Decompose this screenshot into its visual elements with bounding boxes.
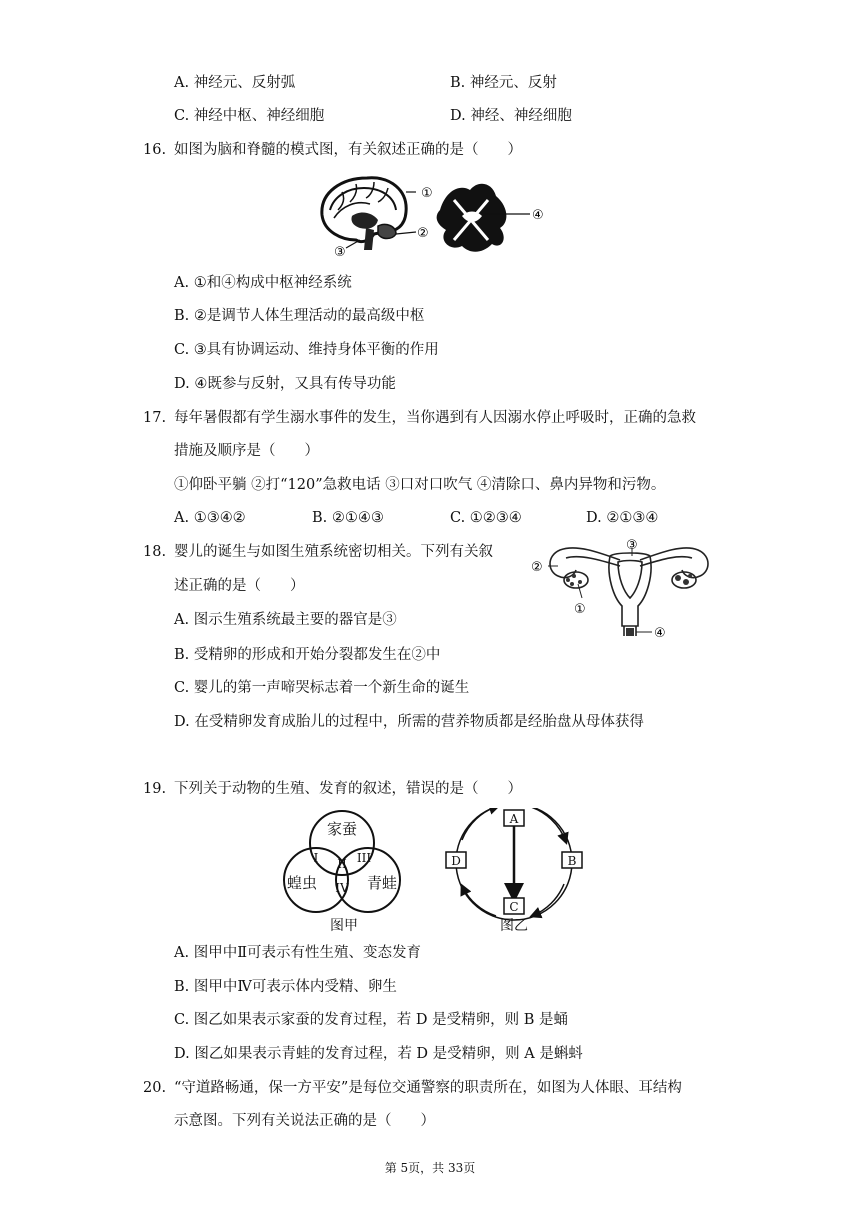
q18-stem-line1: 婴儿的诞生与如图生殖系统密切相关。下列有关叙	[174, 544, 493, 560]
venn-label-silkworm: 家蚕	[326, 820, 358, 838]
q19-option-d: D. 图乙如果表示青蛙的发育过程，若 D 是受精卵，则 A 是蝌蚪	[174, 1046, 583, 1062]
cycle-node-a: A	[509, 812, 519, 826]
reproductive-label-2: ②	[531, 560, 543, 575]
reproductive-drawing	[550, 548, 708, 636]
q20-stem-line2: 示意图。下列有关说法正确的是（ ）	[174, 1113, 435, 1129]
q20-stem-line1: “守道路畅通，保一方平安”是每位交通警察的职责所在，如图为人体眼、耳结构	[174, 1080, 682, 1096]
q18-number: 18.	[143, 544, 167, 560]
q18-option-d: D. 在受精卵发育成胎儿的过程中，所需的营养物质都是经胎盘从母体获得	[174, 714, 644, 730]
spinal-label-4: ④	[532, 208, 544, 223]
spinal-cord-drawing	[437, 184, 530, 252]
reproductive-label-3: ③	[626, 538, 638, 553]
q17-option-a: A. ①③④②	[174, 510, 246, 526]
venn-region-2: II	[337, 857, 347, 871]
q16-stem: 如图为脑和脊髓的模式图，有关叙述正确的是（ ）	[174, 142, 522, 158]
brain-label-1: ①	[421, 186, 433, 201]
brain-label-2: ②	[417, 226, 429, 241]
female-reproductive-system-figure	[528, 536, 718, 642]
q16-number: 16.	[143, 142, 167, 158]
q16-option-d: D. ④既参与反射，又具有传导功能	[174, 376, 396, 392]
q15-option-d: D. 神经、神经细胞	[450, 108, 572, 124]
q17-steps: ①仰卧平躺 ②打“120”急救电话 ③口对口吹气 ④清除口、鼻内异物和污物。	[174, 477, 666, 493]
q17-number: 17.	[143, 410, 167, 426]
q17-option-b: B. ②①④③	[312, 510, 384, 526]
q18-stem-line2: 述正确的是（ ）	[174, 578, 305, 594]
q15-option-a: A. 神经元、反射弧	[174, 75, 296, 91]
q17-option-c: C. ①②③④	[450, 510, 522, 526]
reproductive-label-4: ④	[654, 626, 666, 641]
q16-option-b: B. ②是调节人体生理活动的最高级中枢	[174, 308, 425, 324]
q19-option-b: B. 图甲中Ⅳ可表示体内受精、卵生	[174, 979, 397, 995]
venn-caption: 图甲	[330, 918, 358, 934]
q19-number: 19.	[143, 781, 167, 797]
q16-option-a: A. ①和④构成中枢神经系统	[174, 275, 352, 291]
page-footer: 第 5页，共 33页	[384, 1161, 476, 1175]
reproductive-label-1: ①	[574, 602, 586, 617]
q18-option-b: B. 受精卵的形成和开始分裂都发生在②中	[174, 647, 441, 663]
q17-stem-line2: 措施及顺序是（ ）	[174, 443, 319, 459]
q17-option-d: D. ②①③④	[586, 510, 659, 526]
brain-spinal-cord-figure	[312, 170, 552, 260]
venn-region-4: IV	[335, 881, 349, 895]
q19-stem: 下列关于动物的生殖、发育的叙述，错误的是（ ）	[174, 781, 522, 797]
venn-region-3: III	[356, 851, 372, 865]
venn-label-frog: 青蛙	[366, 874, 398, 892]
q20-number: 20.	[143, 1080, 167, 1096]
cycle-node-b: B	[567, 854, 577, 868]
cycle-node-d: D	[451, 854, 461, 868]
q19-option-a: A. 图甲中Ⅱ可表示有性生殖、变态发育	[174, 945, 422, 961]
q19-figures	[266, 808, 600, 934]
q17-stem-line1: 每年暑假都有学生溺水事件的发生，当你遇到有人因溺水停止呼吸时，正确的急救	[174, 410, 696, 426]
q19-option-c: C. 图乙如果表示家蚕的发育过程，若 D 是受精卵，则 B 是蛹	[174, 1012, 569, 1028]
q16-option-c: C. ③具有协调运动、维持身体平衡的作用	[174, 342, 439, 358]
q15-option-c: C. 神经中枢、神经细胞	[174, 108, 325, 124]
cycle-caption: 图乙	[500, 918, 528, 934]
brain-drawing	[322, 178, 416, 250]
q18-option-c: C. 婴儿的第一声啼哭标志着一个新生命的诞生	[174, 680, 470, 696]
venn-label-locust: 蝗虫	[286, 874, 318, 892]
q15-option-b: B. 神经元、反射	[450, 75, 557, 91]
q18-option-a: A. 图示生殖系统最主要的器官是③	[174, 612, 397, 628]
cycle-node-c: C	[509, 900, 519, 914]
brain-label-3: ③	[334, 245, 346, 260]
venn-region-1: I	[313, 851, 319, 865]
